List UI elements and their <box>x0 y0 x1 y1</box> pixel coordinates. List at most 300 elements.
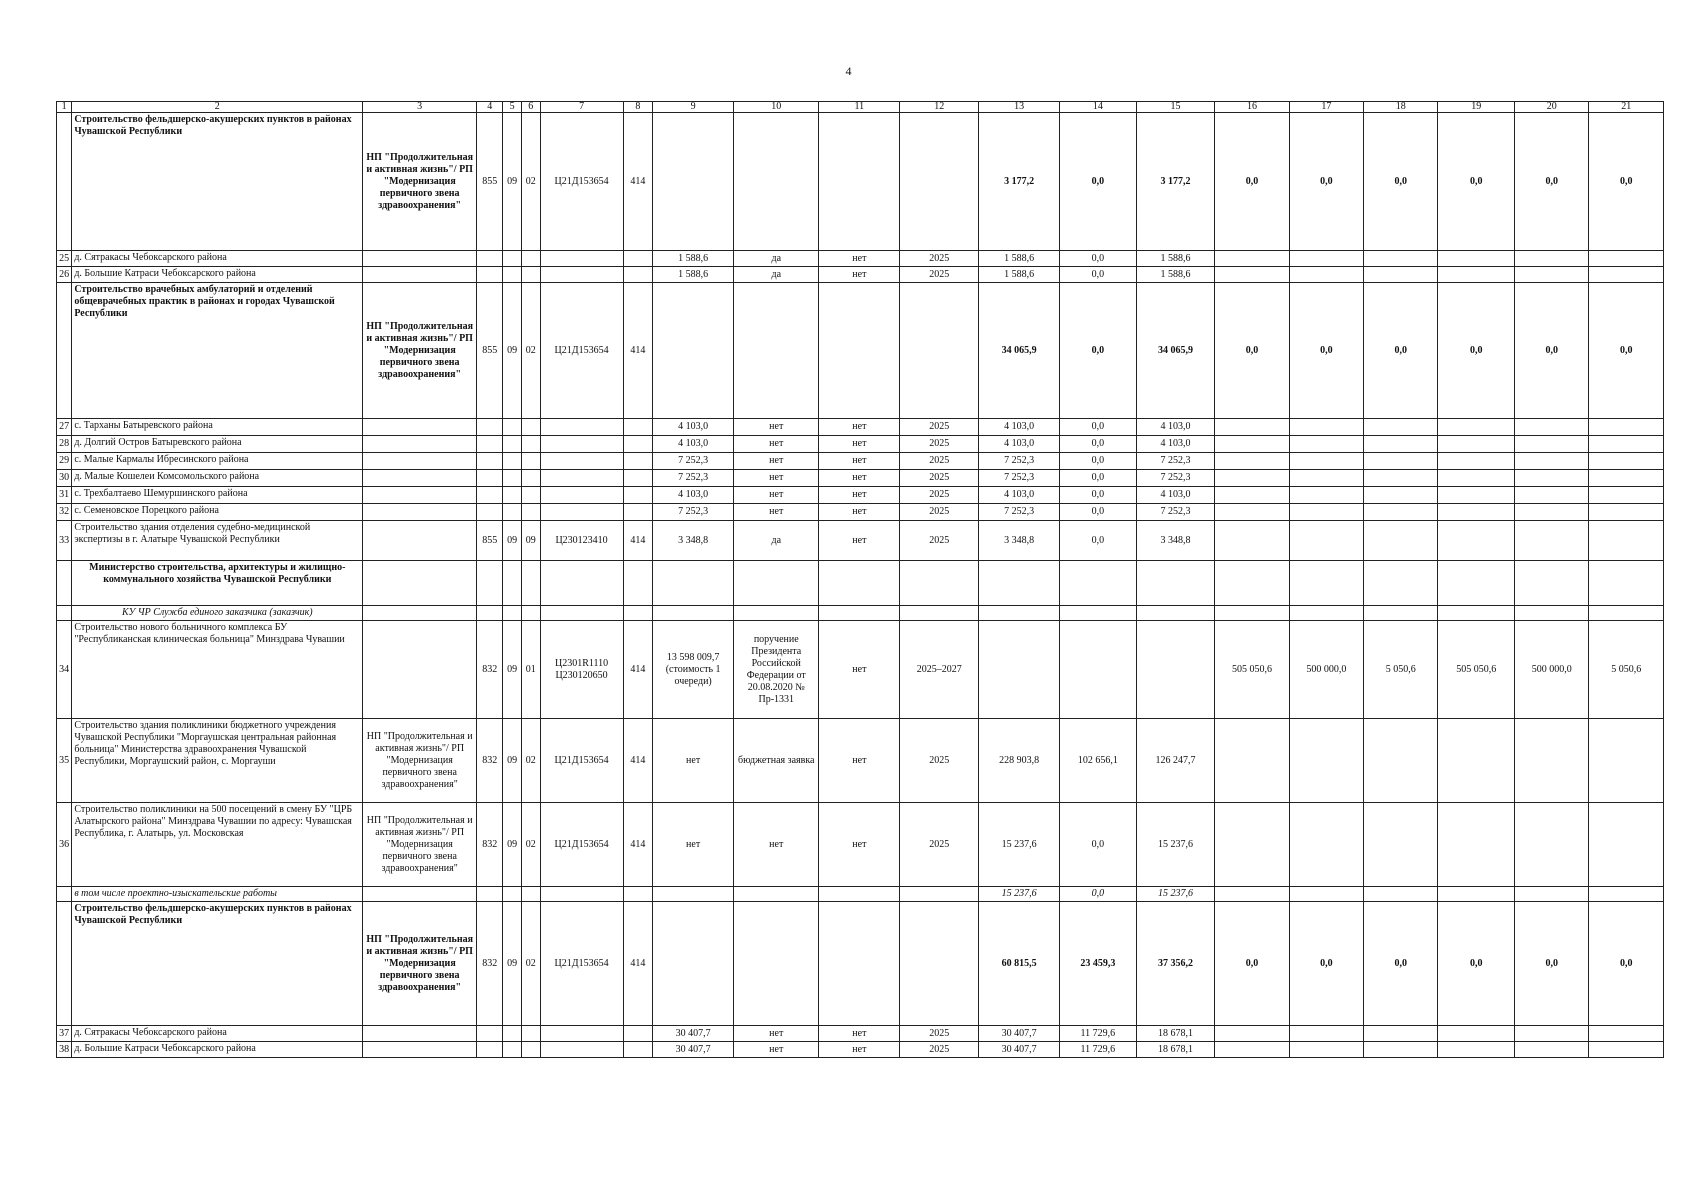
value-cell <box>1589 251 1664 267</box>
value-cell: 15 237,6 <box>979 887 1060 902</box>
value-cell: 02 <box>521 902 540 1026</box>
value-cell: 7 252,3 <box>653 504 734 521</box>
program-cell <box>363 887 477 902</box>
value-cell <box>1060 606 1137 621</box>
object-name-cell: с. Трехбалтаево Шемуршинского района <box>72 487 363 504</box>
value-cell <box>540 504 623 521</box>
value-cell <box>1438 251 1515 267</box>
value-cell <box>1515 719 1589 803</box>
value-cell: 34 065,9 <box>979 283 1060 419</box>
table-row <box>57 251 1664 267</box>
column-number-18: 18 <box>1364 102 1438 113</box>
column-number-3: 3 <box>363 102 477 113</box>
value-cell <box>521 1042 540 1058</box>
value-cell: 30 407,7 <box>653 1026 734 1042</box>
row-number-cell <box>57 561 72 606</box>
value-cell: 414 <box>623 902 653 1026</box>
value-cell: 414 <box>623 719 653 803</box>
value-cell: 0,0 <box>1289 902 1363 1026</box>
value-cell: 60 815,5 <box>979 902 1060 1026</box>
value-cell: Ц21Д153654 <box>540 902 623 1026</box>
column-number-14: 14 <box>1060 102 1137 113</box>
value-cell <box>477 1026 503 1042</box>
value-cell <box>1589 803 1664 887</box>
object-name-cell: Строительство поликлиники на 500 посещений в смену БУ "ЦРБ Алатырского района" Минздрава Чувашии по адресу: Чувашская Республика, г. Алатырь, ул. Московская <box>72 803 363 887</box>
value-cell: 0,0 <box>1060 470 1137 487</box>
value-cell <box>1289 719 1363 803</box>
page-number: 4 <box>845 64 852 78</box>
value-cell: 0,0 <box>1060 419 1137 436</box>
value-cell: 832 <box>477 902 503 1026</box>
value-cell: 414 <box>623 521 653 561</box>
value-cell <box>503 453 522 470</box>
value-cell: 2025 <box>900 267 979 283</box>
value-cell <box>1438 887 1515 902</box>
value-cell <box>1289 1042 1363 1058</box>
value-cell <box>1060 621 1137 719</box>
value-cell <box>1364 719 1438 803</box>
value-cell <box>540 419 623 436</box>
value-cell <box>1589 1026 1664 1042</box>
value-cell <box>540 561 623 606</box>
value-cell: 3 348,8 <box>979 521 1060 561</box>
column-number-15: 15 <box>1136 102 1215 113</box>
value-cell <box>1589 1042 1664 1058</box>
row-number-cell: 36 <box>57 803 72 887</box>
value-cell: Ц21Д153654 <box>540 803 623 887</box>
value-cell: 30 407,7 <box>979 1042 1060 1058</box>
value-cell <box>477 436 503 453</box>
value-cell: 0,0 <box>1060 521 1137 561</box>
value-cell <box>979 561 1060 606</box>
program-cell <box>363 606 477 621</box>
value-cell: 4 103,0 <box>979 487 1060 504</box>
value-cell: 15 237,6 <box>979 803 1060 887</box>
value-cell <box>1215 887 1289 902</box>
row-number-cell: 30 <box>57 470 72 487</box>
value-cell <box>623 606 653 621</box>
value-cell: 855 <box>477 521 503 561</box>
value-cell: нет <box>734 487 819 504</box>
value-cell <box>1215 606 1289 621</box>
value-cell <box>1364 521 1438 561</box>
program-cell: НП "Продолжительная и активная жизнь"/ РП "Модернизация первичного звена здравоохранения" <box>363 719 477 803</box>
value-cell <box>1515 1026 1589 1042</box>
value-cell: 37 356,2 <box>1136 902 1215 1026</box>
value-cell: 1 588,6 <box>979 267 1060 283</box>
row-number-cell <box>57 283 72 419</box>
row-number-cell: 32 <box>57 504 72 521</box>
object-name-cell: с. Семеновское Порецкого района <box>72 504 363 521</box>
value-cell <box>1289 887 1363 902</box>
value-cell: нет <box>819 1026 900 1042</box>
value-cell: 2025 <box>900 521 979 561</box>
value-cell <box>623 267 653 283</box>
value-cell <box>623 887 653 902</box>
value-cell <box>1364 561 1438 606</box>
value-cell <box>1364 1042 1438 1058</box>
value-cell <box>1515 504 1589 521</box>
value-cell: 15 237,6 <box>1136 803 1215 887</box>
row-number-cell <box>57 606 72 621</box>
value-cell <box>521 887 540 902</box>
column-number-13: 13 <box>979 102 1060 113</box>
value-cell <box>1364 606 1438 621</box>
value-cell <box>1515 803 1589 887</box>
value-cell <box>900 902 979 1026</box>
value-cell: 0,0 <box>1589 113 1664 251</box>
value-cell <box>540 606 623 621</box>
value-cell <box>819 887 900 902</box>
value-cell: Ц21Д153654 <box>540 283 623 419</box>
value-cell: бюджетная заявка <box>734 719 819 803</box>
column-number-9: 9 <box>653 102 734 113</box>
value-cell <box>900 283 979 419</box>
value-cell: нет <box>819 419 900 436</box>
value-cell <box>477 606 503 621</box>
value-cell <box>1364 470 1438 487</box>
value-cell <box>1215 470 1289 487</box>
value-cell <box>1364 453 1438 470</box>
value-cell: 18 678,1 <box>1136 1042 1215 1058</box>
value-cell <box>1215 719 1289 803</box>
value-cell: 4 103,0 <box>653 487 734 504</box>
value-cell: 0,0 <box>1060 267 1137 283</box>
section-row <box>57 561 1664 606</box>
value-cell: 0,0 <box>1215 283 1289 419</box>
value-cell: 4 103,0 <box>979 419 1060 436</box>
value-cell: 2025 <box>900 453 979 470</box>
value-cell: 11 729,6 <box>1060 1042 1137 1058</box>
value-cell <box>979 621 1060 719</box>
program-cell <box>363 1026 477 1042</box>
column-number-12: 12 <box>900 102 979 113</box>
value-cell <box>521 504 540 521</box>
value-cell <box>1289 487 1363 504</box>
value-cell: 2025 <box>900 436 979 453</box>
value-cell: нет <box>819 267 900 283</box>
value-cell: 23 459,3 <box>1060 902 1137 1026</box>
value-cell <box>503 487 522 504</box>
value-cell: 0,0 <box>1438 283 1515 419</box>
value-cell: Ц2301R1110 Ц230120650 <box>540 621 623 719</box>
value-cell <box>1364 504 1438 521</box>
value-cell: 2025 <box>900 419 979 436</box>
value-cell <box>540 453 623 470</box>
value-cell: нет <box>819 1042 900 1058</box>
value-cell: 09 <box>503 283 522 419</box>
table-row <box>57 1026 1664 1042</box>
value-cell <box>1364 487 1438 504</box>
program-cell <box>363 561 477 606</box>
value-cell: нет <box>734 1026 819 1042</box>
value-cell: нет <box>653 803 734 887</box>
value-cell: 0,0 <box>1060 436 1137 453</box>
value-cell: 02 <box>521 113 540 251</box>
value-cell: 4 103,0 <box>1136 419 1215 436</box>
row-number-cell: 26 <box>57 267 72 283</box>
table-row <box>57 719 1664 803</box>
object-name-cell: Строительство врачебных амбулаторий и отделений общеврачебных практик в районах и городах Чувашской Республики <box>72 283 363 419</box>
value-cell: 2025 <box>900 719 979 803</box>
value-cell <box>540 470 623 487</box>
value-cell: 0,0 <box>1589 283 1664 419</box>
value-cell <box>1438 487 1515 504</box>
value-cell: 228 903,8 <box>979 719 1060 803</box>
group-row <box>57 113 1664 251</box>
investment-objects-table <box>56 101 1664 1058</box>
value-cell: 0,0 <box>1364 283 1438 419</box>
value-cell <box>1364 1026 1438 1042</box>
value-cell <box>1364 803 1438 887</box>
program-cell <box>363 487 477 504</box>
object-name-cell: д. Большие Катраси Чебоксарского района <box>72 267 363 283</box>
value-cell: 500 000,0 <box>1289 621 1363 719</box>
program-cell <box>363 453 477 470</box>
value-cell: 0,0 <box>1060 504 1137 521</box>
value-cell <box>1589 267 1664 283</box>
value-cell <box>734 902 819 1026</box>
value-cell: 13 598 009,7 (стоимость 1 очереди) <box>653 621 734 719</box>
value-cell: да <box>734 267 819 283</box>
value-cell: 832 <box>477 803 503 887</box>
table-row <box>57 470 1664 487</box>
value-cell: 0,0 <box>1289 283 1363 419</box>
value-cell <box>900 113 979 251</box>
value-cell: 3 348,8 <box>653 521 734 561</box>
value-cell <box>653 606 734 621</box>
value-cell <box>1289 436 1363 453</box>
value-cell: 505 050,6 <box>1215 621 1289 719</box>
table-row <box>57 487 1664 504</box>
value-cell: 02 <box>521 719 540 803</box>
value-cell <box>477 453 503 470</box>
value-cell: 5 050,6 <box>1364 621 1438 719</box>
value-cell: 414 <box>623 113 653 251</box>
program-cell <box>363 419 477 436</box>
value-cell <box>1215 436 1289 453</box>
value-cell: 09 <box>503 113 522 251</box>
value-cell <box>503 887 522 902</box>
value-cell <box>1215 453 1289 470</box>
value-cell <box>623 453 653 470</box>
program-cell: НП "Продолжительная и активная жизнь"/ РП "Модернизация первичного звена здравоохранения" <box>363 283 477 419</box>
value-cell <box>1515 487 1589 504</box>
value-cell <box>900 887 979 902</box>
object-name-cell: Строительство фельдшерско-акушерских пунктов в районах Чувашской Республики <box>72 902 363 1026</box>
value-cell: 4 103,0 <box>1136 436 1215 453</box>
value-cell <box>1364 887 1438 902</box>
value-cell: 1 588,6 <box>1136 267 1215 283</box>
value-cell <box>1515 436 1589 453</box>
value-cell: 09 <box>503 719 522 803</box>
value-cell: 09 <box>503 902 522 1026</box>
value-cell: 02 <box>521 283 540 419</box>
value-cell <box>1215 251 1289 267</box>
program-cell <box>363 621 477 719</box>
object-name-cell: Строительство здания поликлиники бюджетного учреждения Чувашской Республики "Моргаушская центральная районная больница" Министерства здравоохранения Чувашской Республики, Моргаушский район, с. Моргауши <box>72 719 363 803</box>
column-number-17: 17 <box>1289 102 1363 113</box>
value-cell: нет <box>819 621 900 719</box>
value-cell <box>1289 453 1363 470</box>
row-number-cell: 34 <box>57 621 72 719</box>
value-cell: нет <box>734 419 819 436</box>
value-cell: 01 <box>521 621 540 719</box>
section-row <box>57 606 1664 621</box>
value-cell: 414 <box>623 621 653 719</box>
value-cell: 3 177,2 <box>979 113 1060 251</box>
value-cell <box>503 1042 522 1058</box>
value-cell <box>521 436 540 453</box>
value-cell <box>1589 436 1664 453</box>
value-cell: 0,0 <box>1515 902 1589 1026</box>
object-name-cell: Строительство нового больничного комплекса БУ "Республиканская клиническая больница" Минздрава Чувашии <box>72 621 363 719</box>
value-cell: 09 <box>503 803 522 887</box>
value-cell <box>477 267 503 283</box>
table-row <box>57 803 1664 887</box>
value-cell <box>540 1042 623 1058</box>
value-cell: нет <box>819 521 900 561</box>
column-number-11: 11 <box>819 102 900 113</box>
value-cell <box>1438 561 1515 606</box>
value-cell: 7 252,3 <box>1136 470 1215 487</box>
value-cell: 18 678,1 <box>1136 1026 1215 1042</box>
value-cell: 0,0 <box>1364 113 1438 251</box>
value-cell: 5 050,6 <box>1589 621 1664 719</box>
value-cell: нет <box>734 1042 819 1058</box>
value-cell: нет <box>734 453 819 470</box>
value-cell: 4 103,0 <box>1136 487 1215 504</box>
value-cell <box>1215 561 1289 606</box>
value-cell <box>1136 561 1215 606</box>
value-cell: 0,0 <box>1215 113 1289 251</box>
table-body <box>57 102 1664 1058</box>
column-number-1: 1 <box>57 102 72 113</box>
value-cell: 0,0 <box>1060 113 1137 251</box>
value-cell <box>1589 504 1664 521</box>
value-cell: 2025 <box>900 803 979 887</box>
value-cell: нет <box>819 504 900 521</box>
value-cell <box>477 251 503 267</box>
value-cell <box>1215 521 1289 561</box>
value-cell <box>734 113 819 251</box>
value-cell: 855 <box>477 113 503 251</box>
program-cell: НП "Продолжительная и активная жизнь"/ РП "Модернизация первичного звена здравоохранения" <box>363 113 477 251</box>
value-cell <box>1289 267 1363 283</box>
value-cell <box>1215 487 1289 504</box>
table-row <box>57 504 1664 521</box>
value-cell <box>653 887 734 902</box>
value-cell <box>477 561 503 606</box>
value-cell: 0,0 <box>1364 902 1438 1026</box>
value-cell <box>979 606 1060 621</box>
value-cell: да <box>734 521 819 561</box>
value-cell: 0,0 <box>1438 113 1515 251</box>
table-row <box>57 621 1664 719</box>
value-cell <box>1515 267 1589 283</box>
value-cell: нет <box>734 504 819 521</box>
value-cell <box>623 1042 653 1058</box>
column-number-5: 5 <box>503 102 522 113</box>
value-cell: 1 588,6 <box>653 251 734 267</box>
value-cell: 855 <box>477 283 503 419</box>
value-cell <box>521 251 540 267</box>
value-cell <box>1215 504 1289 521</box>
value-cell <box>521 606 540 621</box>
value-cell <box>900 561 979 606</box>
row-number-cell: 37 <box>57 1026 72 1042</box>
value-cell <box>1589 606 1664 621</box>
value-cell <box>1515 470 1589 487</box>
value-cell <box>1438 419 1515 436</box>
object-name-cell: д. Сятракасы Чебоксарского района <box>72 251 363 267</box>
row-number-cell <box>57 887 72 902</box>
value-cell <box>477 887 503 902</box>
value-cell <box>503 436 522 453</box>
value-cell <box>1289 504 1363 521</box>
column-number-2: 2 <box>72 102 363 113</box>
value-cell <box>1289 521 1363 561</box>
column-number-21: 21 <box>1589 102 1664 113</box>
value-cell <box>1589 470 1664 487</box>
value-cell <box>734 887 819 902</box>
value-cell <box>1438 470 1515 487</box>
value-cell: 0,0 <box>1515 283 1589 419</box>
table-row <box>57 419 1664 436</box>
table-row <box>57 1042 1664 1058</box>
value-cell <box>1589 561 1664 606</box>
value-cell <box>1364 436 1438 453</box>
value-cell <box>521 419 540 436</box>
row-number-cell: 33 <box>57 521 72 561</box>
object-name-cell: д. Большие Катраси Чебоксарского района <box>72 1042 363 1058</box>
value-cell: 11 729,6 <box>1060 1026 1137 1042</box>
value-cell <box>819 606 900 621</box>
value-cell: 7 252,3 <box>653 470 734 487</box>
value-cell <box>1515 251 1589 267</box>
value-cell <box>623 470 653 487</box>
value-cell <box>1589 887 1664 902</box>
column-number-8: 8 <box>623 102 653 113</box>
value-cell <box>521 453 540 470</box>
value-cell: Ц230123410 <box>540 521 623 561</box>
value-cell: нет <box>734 803 819 887</box>
value-cell: 09 <box>503 521 522 561</box>
value-cell <box>1438 1026 1515 1042</box>
value-cell <box>734 561 819 606</box>
row-number-cell: 25 <box>57 251 72 267</box>
value-cell: 414 <box>623 283 653 419</box>
value-cell: 2025 <box>900 487 979 504</box>
object-name-cell: Строительство фельдшерско-акушерских пунктов в районах Чувашской Республики <box>72 113 363 251</box>
object-name-cell: в том числе проектно-изыскательские работы <box>72 887 363 902</box>
value-cell: нет <box>819 453 900 470</box>
row-number-cell: 31 <box>57 487 72 504</box>
row-number-cell: 35 <box>57 719 72 803</box>
value-cell: 0,0 <box>1438 902 1515 1026</box>
program-cell <box>363 470 477 487</box>
value-cell: 0,0 <box>1515 113 1589 251</box>
value-cell: 102 656,1 <box>1060 719 1137 803</box>
value-cell <box>540 1026 623 1042</box>
value-cell <box>503 470 522 487</box>
value-cell: Ц21Д153654 <box>540 719 623 803</box>
value-cell <box>1289 803 1363 887</box>
value-cell: 7 252,3 <box>979 504 1060 521</box>
column-number-row <box>57 102 1664 113</box>
program-cell <box>363 436 477 453</box>
value-cell <box>503 606 522 621</box>
